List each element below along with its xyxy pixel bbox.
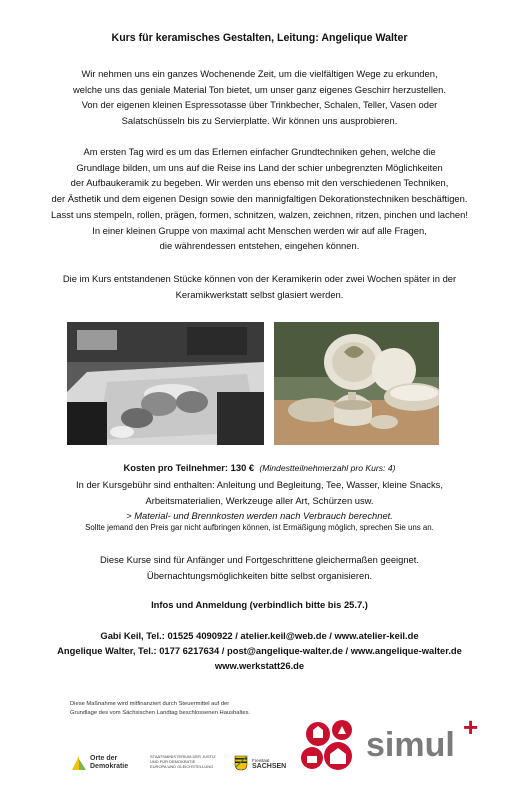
details-paragraph: [0, 144, 519, 254]
simul-plus-mark: +: [463, 712, 479, 742]
material-note: > Material- und Brennkosten werden nach Verbrauch berechnet.: [126, 510, 393, 522]
included-line: Arbeitsmaterialien, Werkzeuge aller Art, Schürzen usw.: [145, 494, 374, 506]
audience-paragraph: [0, 552, 519, 583]
details-line: die währendessen entstehen, eingehen können.: [159, 240, 360, 252]
orte-logo-icon: [70, 754, 88, 772]
glaze-line: Die im Kurs entstandenen Stücke können von der Keramikerin oder zwei Wochen später in der: [62, 273, 457, 284]
orte-line: Orte der: [90, 755, 118, 762]
glaze-paragraph: [0, 271, 519, 302]
intro-line: Salatschüsseln bis zu Servierplatte. Wir können uns ausprobieren.: [121, 115, 398, 127]
included-paragraph: [0, 477, 519, 524]
cost-line: [0, 462, 519, 473]
glaze-line: Keramikwerkstatt selbst glasiert werden.: [175, 288, 344, 300]
details-line: Grundlage bilden, um uns auf die Reise ins Land der schier unbegrenzten Möglichkeiten: [76, 161, 443, 173]
orte-line: Demokratie: [90, 763, 129, 770]
sachsen-label: SACHSEN: [252, 763, 287, 770]
ministry-line: UND FÜR DEMOKRATIE: [150, 759, 196, 764]
simul-wordmark: simul: [366, 726, 455, 764]
funding-note: [70, 700, 310, 717]
simul-emblem-icon: [300, 716, 362, 776]
details-line: der Ästhetik und dem eigenen Design sowie den mannigfaltigen Dekorationstechniken beschäftigen.: [51, 193, 468, 205]
funding-line: Diese Maßnahme wird mitfinanziert durch Steuermittel auf der: [70, 701, 230, 707]
included-line: In der Kursgebühr sind enthalten: Anleitung und Begleitung, Tee, Wasser, kleine Snacks,: [76, 479, 443, 490]
intro-paragraph: [0, 66, 519, 129]
saxony-coat-of-arms-icon: [234, 755, 248, 771]
contacts-block: [0, 628, 519, 673]
registration-heading: Infos und Anmeldung (verbindlich bitte bis 25.7.): [151, 599, 368, 610]
orte-der-demokratie-logo: [70, 753, 140, 773]
audience-line: Diese Kurse sind für Anfänger und Fortgeschrittene gleichermaßen geeignet.: [100, 554, 419, 565]
ministry-line: EUROPA UND GLEICHSTELLUNG: [150, 764, 214, 769]
minimum-participants: (Mindestteilnehmerzahl pro Kurs: 4): [259, 463, 396, 473]
contact-line: Gabi Keil, Tel.: 01525 4090922 / atelier.keil@web.de / www.atelier-keil.de: [100, 630, 419, 641]
details-line: der Aufbaukeramik zu begeben. Wir werden uns ebenso mit den verschiedenen Techniken,: [70, 177, 449, 189]
cost-label: Kosten pro Teilnehmer: 130 €: [123, 462, 255, 473]
intro-line: welche uns das geniale Material Ton bietet, um unser ganz eigenes Geschirr herzustellen.: [73, 83, 446, 95]
sachsen-ministry-logo: [150, 752, 300, 774]
contact-line: www.werkstatt26.de: [214, 660, 305, 671]
simul-logo: [300, 712, 500, 782]
ceramic-bowls-and-cups-photo: [274, 322, 439, 445]
details-line: In einer kleinen Gruppe von maximal acht Menschen werden wir auf alle Fragen,: [92, 224, 427, 236]
page-title: Kurs für keramisches Gestalten, Leitung: Angelique Walter: [111, 32, 408, 44]
freistaat-label: Freistaat: [252, 758, 270, 763]
funding-line: Grundlage des vom Sächsischen Landtag beschlossenen Haushaltes.: [70, 709, 251, 716]
contact-line: Angelique Walter, Tel.: 0177 6217634 / post@angelique-walter.de / www.angelique-walter.de: [57, 645, 462, 656]
intro-line: Von der eigenen kleinen Espressotasse über Trinkbecher, Schalen, Teller, Vasen oder: [81, 99, 438, 111]
audience-line: Übernachtungsmöglichkeiten bitte selbst organisieren.: [146, 569, 373, 581]
ministry-line: STAATSMINISTERIUM DER JUSTIZ: [150, 754, 216, 759]
details-line: Am ersten Tag wird es um das Erlernen einfacher Grundtechniken gehen, welche die: [83, 146, 436, 157]
intro-line: Wir nehmen uns ein ganzes Wochenende Zeit, um die vielfältigen Wege zu erkunden,: [81, 68, 438, 79]
hands-kneading-clay-photo: [67, 322, 264, 445]
details-line: Lasst uns stempeln, rollen, prägen, formen, schnitzen, walzen, zeichnen, ritzen, pinchen und lachen!: [51, 208, 468, 220]
reduction-note: Sollte jemand den Preis gar nicht aufbringen können, ist Ermäßigung möglich, sprechen Sie uns an.: [85, 523, 434, 532]
